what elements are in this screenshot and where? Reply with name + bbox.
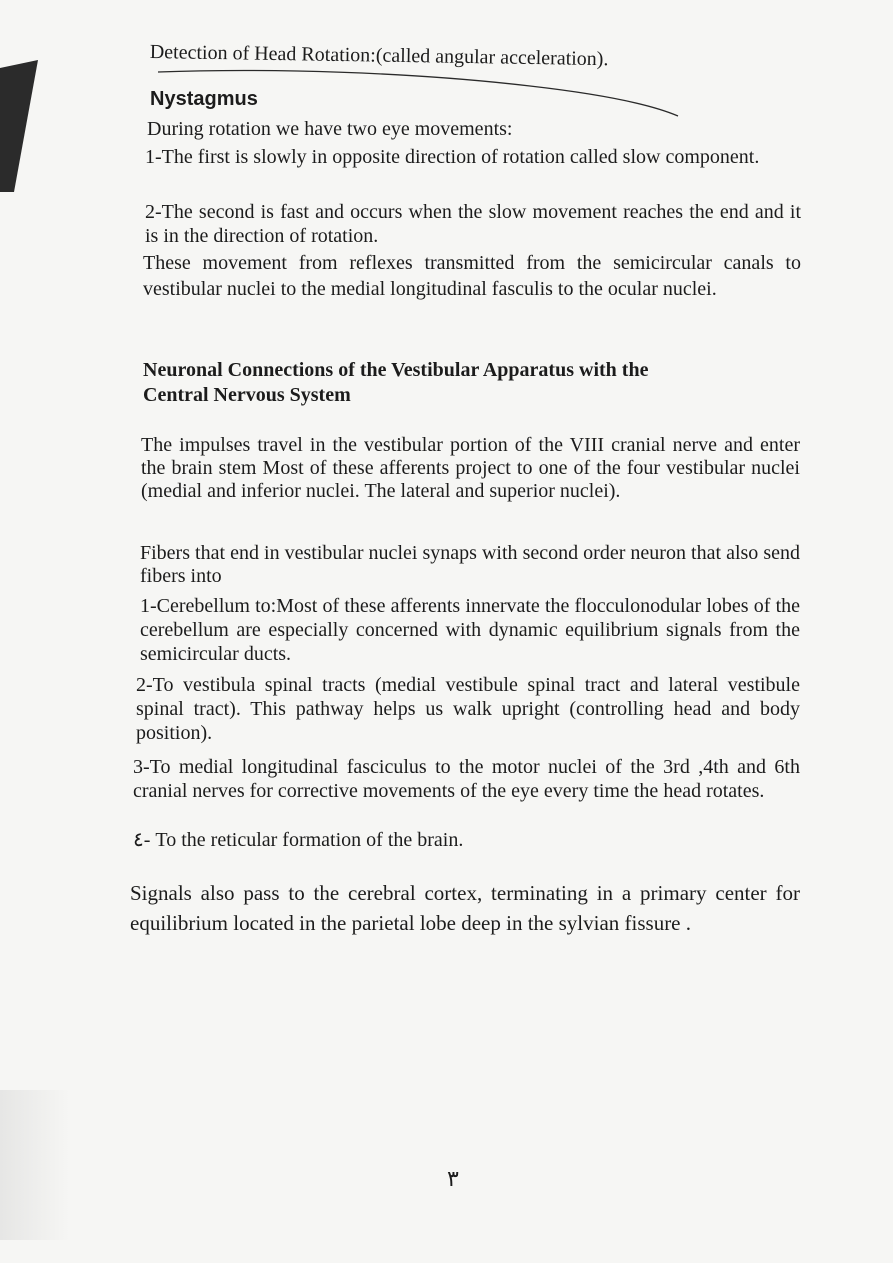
connection-item-3: 3-To medial longitudinal fasciculus to the motor nuclei of the 3rd ,4th and 6th cranial nerves for corrective movements of the eye every time the head rotates. xyxy=(133,756,800,802)
scan-edge-shadow xyxy=(0,60,38,192)
connections-heading-line-1: Neuronal Connections of the Vestibular Apparatus with the xyxy=(143,359,649,381)
connection-item-1: 1-Cerebellum to:Most of these afferents innervate the flocculonodular lobes of the cerebellum are especially concerned with dynamic equilibrium signals from the semicircular ducts. xyxy=(140,595,800,665)
nystagmus-reflex: These movement from reflexes transmitted from the semicircular canals to vestibular nuclei to the medial longitudinal fasculis to the ocular nuclei. xyxy=(143,252,801,300)
connection-item-2: 2-To vestibula spinal tracts (medial vestibule spinal tract and lateral vestibule spinal tract). This pathway helps us walk upright (controlling head and body position). xyxy=(136,674,800,744)
connections-heading-line-2: Central Nervous System xyxy=(143,384,351,406)
nystagmus-intro: During rotation we have two eye movements: xyxy=(147,118,513,140)
fibers-paragraph: Fibers that end in vestibular nuclei synaps with second order neuron that also send fibers into xyxy=(140,542,800,587)
connections-heading xyxy=(143,358,763,408)
page-number: ٣ xyxy=(447,1166,459,1191)
nystagmus-item-2: 2-The second is fast and occurs when the slow movement reaches the end and it is in the direction of rotation. xyxy=(145,201,801,247)
connection-item-4: ٤- To the reticular formation of the brain. xyxy=(133,829,464,851)
impulses-paragraph: The impulses travel in the vestibular portion of the VIII cranial nerve and enter the brain stem Most of these afferents project to one of the four vestibular nuclei (medial and inferior nuclei. The lateral and superior nuclei). xyxy=(141,434,800,502)
title-line: Detection of Head Rotation:(called angular acceleration). xyxy=(149,40,609,71)
nystagmus-item-1: 1-The first is slowly in opposite direction of rotation called slow component. xyxy=(145,146,760,168)
scan-grain xyxy=(0,1090,70,1240)
cortex-paragraph: Signals also pass to the cerebral cortex, terminating in a primary center for equilibrium located in the parietal lobe deep in the sylvian fissure . xyxy=(130,881,800,935)
nystagmus-heading: Nystagmus xyxy=(150,88,258,110)
